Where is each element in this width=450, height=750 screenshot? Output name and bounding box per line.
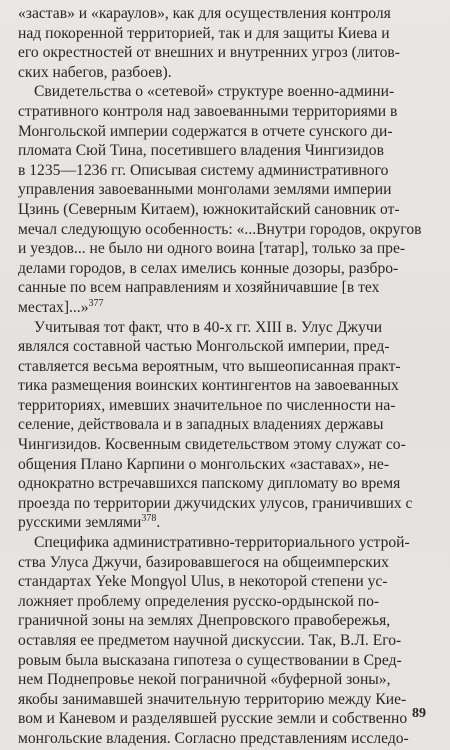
text-line-tail: . [156,514,161,532]
text-line: монгольские владения. Согласно представлениям исследо- [18,729,409,747]
footnote-ref-378[interactable]: 378 [141,513,157,525]
text-line: пломата Сюй Тина, посетившего владения Чингизидов [18,142,384,160]
body-text [18,4,422,749]
text-line: Свидетельства о «сетевой» структуре военно-админи- [34,83,395,101]
text-line: ских набегов, разбоев). [18,63,172,81]
text-line: Учитывая тот факт, что в 40-х гг. XIII в. Улус Джучи [34,318,383,336]
text-line: санные по всем направлениям и хозяйничавшие [в тех [18,279,380,297]
text-line: его окрестностей от внешних и внутренних угроз (литов- [18,44,400,62]
text-line: территориях, имевших значительное по численности на- [18,396,396,414]
text-line: делами городов, в селах имелись конные дозоры, разбро- [18,259,399,277]
text-line: мечал следующую особенность: «...Внутри городов, округов [18,220,422,238]
page-number: 89 [412,706,426,721]
text-line [18,298,422,318]
text-line: Специфика административно-территориального устрой- [34,534,410,552]
text-line: граничной зоны на землях Днепровского правобережья, [18,612,391,630]
text-line: якобы занимавшей значительную территорию между Кие- [18,690,407,708]
text-line: Цзинь (Северным Китаем), южнокитайский сановник от- [18,200,400,218]
text-line: являлся составной частью Монгольской империи, пред- [18,338,390,356]
text-line-body: местах]...» [18,298,89,316]
text-line: ложняет проблему определения русско-ордынской по- [18,592,380,610]
paragraph-4 [18,533,422,749]
paragraph-1 [18,4,422,82]
text-line: ства Улуса Джучи, базировавшегося на общеимперских [18,553,389,571]
text-line: нем Поднепровье некой пограничной «буферной зоны», [18,671,391,689]
text-line: оставляя ее предметом научной дискуссии. Так, В.Л. Его- [18,632,402,649]
text-line: Чингизидов. Косвенным свидетельством этому служат со- [18,436,406,454]
paragraph-2 [18,82,422,317]
text-line-body: русскими землями [18,514,142,532]
text-line: однократно встречавшихся папскому дипломату во время [18,475,401,493]
text-line: селение, действовала и в западных владениях державы [18,416,384,434]
text-line: в 1235—1236 гг. Описывая систему административного [18,161,389,179]
text-line [18,513,422,533]
text-line: ставляется весьма вероятным, что вышеописанная практ- [18,357,401,375]
text-line: «застав» и «караулов», как для осуществления контроля [18,5,391,22]
text-line: ровым была высказана гипотеза о существовании в Сред- [18,651,402,669]
text-line: Монгольской империи содержатся в отчете сунского ди- [18,122,393,140]
text-line: над покоренной территорией, так и для защиты Киева и [18,24,390,42]
text-line: тика размещения воинских контингентов на завоеванных [18,377,399,395]
text-line: и уездов... не было ни одного воина [татар], только за пре- [18,240,406,258]
text-line: управления завоеванными монголами землями империи [18,181,392,199]
paragraph-3 [18,318,422,534]
text-line: стративного контроля над завоеванными территориями в [18,102,398,120]
text-line: стандартах Yeke Mongγol Ulus, в некоторой степени ус- [18,573,388,591]
text-line: вом и Каневом и разделявшей русские земли и собственно [18,710,408,728]
text-line: общения Плано Карпини о монгольских «заставах», не- [18,455,390,473]
text-line: проезда по территории джучидских улусов, граничивших с [18,494,413,512]
footnote-ref-377[interactable]: 377 [88,297,104,309]
